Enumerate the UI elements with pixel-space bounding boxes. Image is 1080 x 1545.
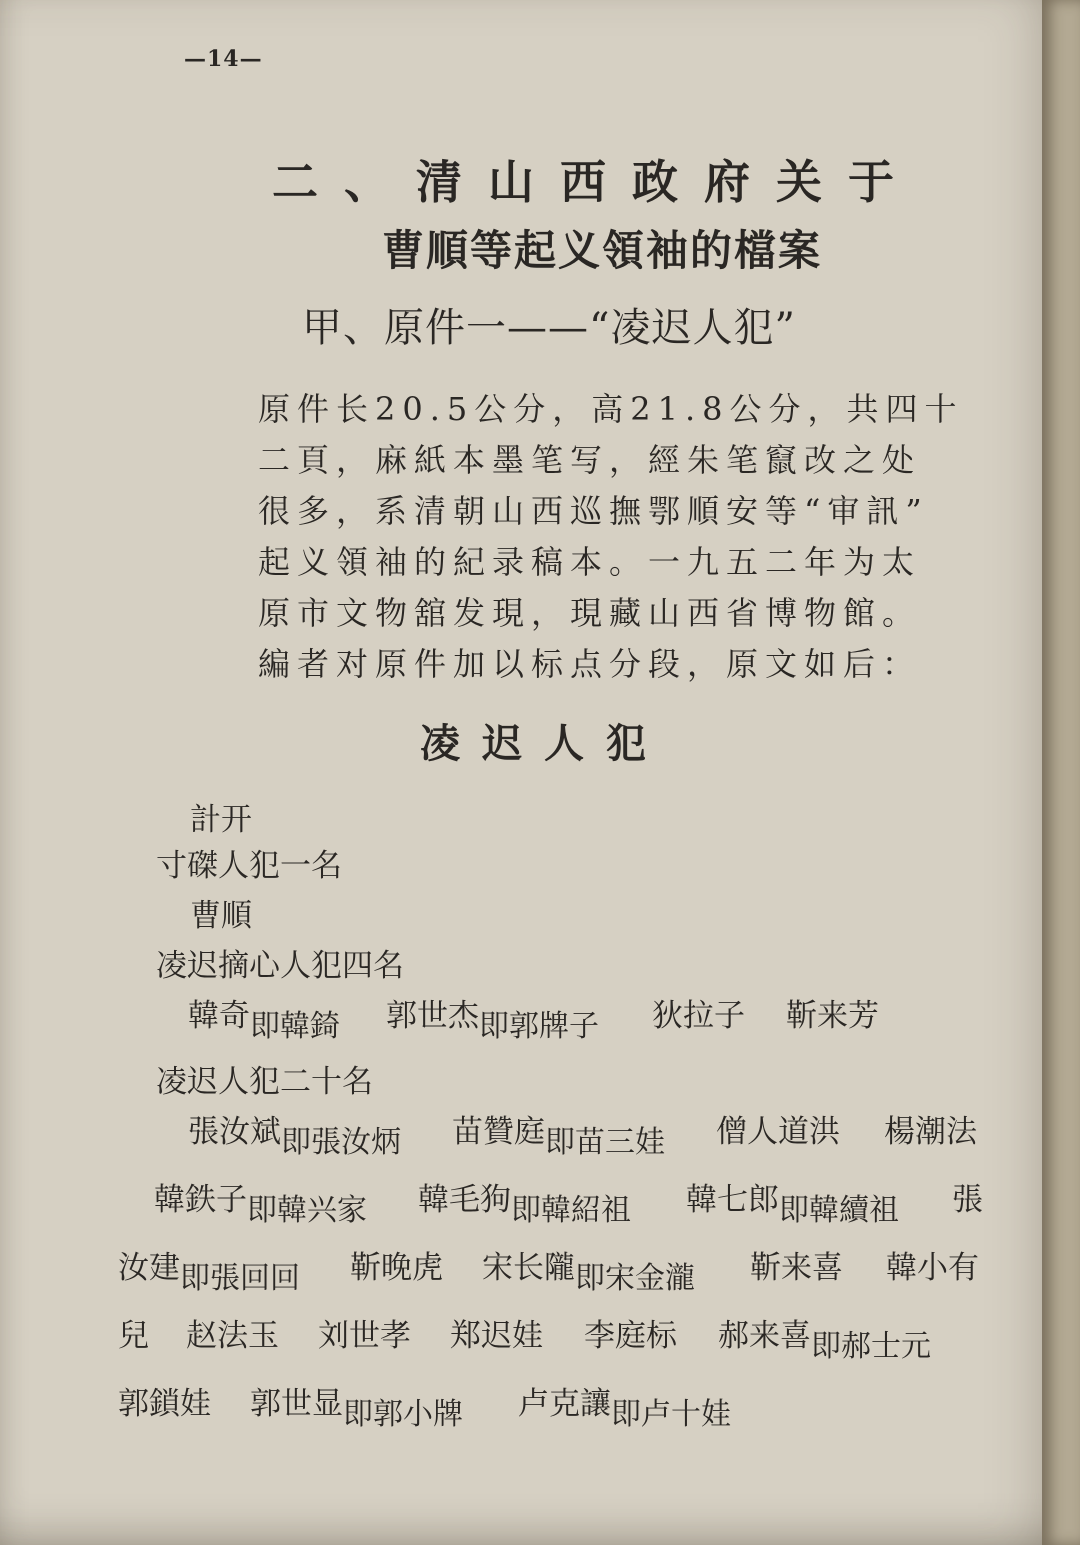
prisoner-name: 韓七郎 xyxy=(686,1182,779,1218)
prisoner-alias: 即郭小牌 xyxy=(343,1397,463,1432)
prisoner-name: 靳来喜 xyxy=(750,1250,843,1286)
intro-line: 二頁，麻紙本墨笔写，經朱笔竄改之处 xyxy=(258,441,922,479)
prisoner-entry xyxy=(118,1248,300,1296)
prisoner-name: 韓小有 xyxy=(886,1250,979,1286)
general-heading: 凌迟人犯二十名 xyxy=(156,1064,373,1100)
slicing-heading: 寸磔人犯一名 xyxy=(156,848,342,884)
prisoner-name: 張汝斌 xyxy=(188,1114,281,1150)
prisoner-alias: 即張汝炳 xyxy=(281,1125,401,1160)
prisoner-name: 張 xyxy=(952,1182,983,1218)
prisoner-name: 郑迟娃 xyxy=(450,1318,543,1354)
list-heading: 計开 xyxy=(190,802,252,838)
prisoner-name: 卢克讓 xyxy=(518,1386,611,1422)
prisoner-name: 汝建 xyxy=(118,1250,180,1286)
intro-line: 原市文物舘发現，現藏山西省博物館。 xyxy=(258,594,922,632)
book-spine xyxy=(1042,0,1080,1545)
prisoner-alias: 即卢十娃 xyxy=(611,1397,731,1432)
prisoner-alias: 即韓續祖 xyxy=(779,1193,899,1228)
prisoner-entry xyxy=(386,996,599,1044)
prisoner-entry xyxy=(686,1180,899,1228)
prisoner-name: 李庭标 xyxy=(584,1318,677,1354)
document-heading: 甲、原件一——“凌迟人犯” xyxy=(302,305,796,351)
prisoner-entry xyxy=(418,1180,631,1228)
chapter-title: 二、清山西政府关于 xyxy=(272,155,920,209)
prisoner-entry xyxy=(154,1180,367,1228)
intro-line: 起义領袖的紀录稿本。一九五二年为太 xyxy=(258,543,922,581)
prisoner-name: 赵法玉 xyxy=(186,1318,279,1354)
section-title: 凌迟人犯 xyxy=(420,721,668,767)
prisoner-name: 郭鎖娃 xyxy=(118,1386,211,1422)
prisoner-name: 郝来喜 xyxy=(718,1318,811,1354)
prisoner-entry xyxy=(482,1248,695,1296)
prisoner-name: 韓奇 xyxy=(188,998,250,1034)
prisoner-name: 宋长隴 xyxy=(482,1250,575,1286)
intro-line: 編者对原件加以标点分段，原文如后： xyxy=(258,645,922,683)
prisoner-alias: 即宋金瀧 xyxy=(575,1261,695,1296)
prisoner-alias: 即韓紹祖 xyxy=(511,1193,631,1228)
prisoner-entry xyxy=(188,1112,401,1160)
prisoner-name: 曹順 xyxy=(190,898,252,934)
prisoner-name: 靳晚虎 xyxy=(350,1250,443,1286)
page-number: —14— xyxy=(184,46,263,72)
prisoner-name: 刘世孝 xyxy=(318,1318,411,1354)
intro-line: 很多，系清朝山西巡撫鄂順安等“审訊” xyxy=(258,492,929,530)
heart-heading: 凌迟摘心人犯四名 xyxy=(156,948,404,984)
prisoner-name: 楊潮法 xyxy=(884,1114,977,1150)
prisoner-alias: 即張回回 xyxy=(180,1261,300,1296)
prisoner-entry xyxy=(518,1384,731,1432)
prisoner-alias: 即韓兴家 xyxy=(247,1193,367,1228)
prisoner-name: 僧人道洪 xyxy=(716,1114,840,1150)
prisoner-name: 靳来芳 xyxy=(786,998,879,1034)
prisoner-entry xyxy=(452,1112,665,1160)
prisoner-name: 狄拉子 xyxy=(652,998,745,1034)
prisoner-name: 兒 xyxy=(118,1318,149,1354)
prisoner-name: 韓毛狗 xyxy=(418,1182,511,1218)
prisoner-alias: 即韓錡 xyxy=(250,1009,340,1044)
prisoner-alias: 即苗三娃 xyxy=(545,1125,665,1160)
chapter-subtitle: 曹順等起义領袖的檔案 xyxy=(382,226,823,275)
prisoner-entry xyxy=(250,1384,463,1432)
intro-line: 原件长20.5公分，高21.8公分，共四十 xyxy=(258,390,964,428)
prisoner-entry xyxy=(718,1316,931,1364)
prisoner-name: 韓鉄子 xyxy=(154,1182,247,1218)
prisoner-name: 郭世显 xyxy=(250,1386,343,1422)
prisoner-name: 郭世杰 xyxy=(386,998,479,1034)
prisoner-alias: 即郭牌子 xyxy=(479,1009,599,1044)
prisoner-entry xyxy=(188,996,340,1044)
prisoner-name: 苗贊庭 xyxy=(452,1114,545,1150)
prisoner-alias: 即郝士元 xyxy=(811,1329,931,1364)
